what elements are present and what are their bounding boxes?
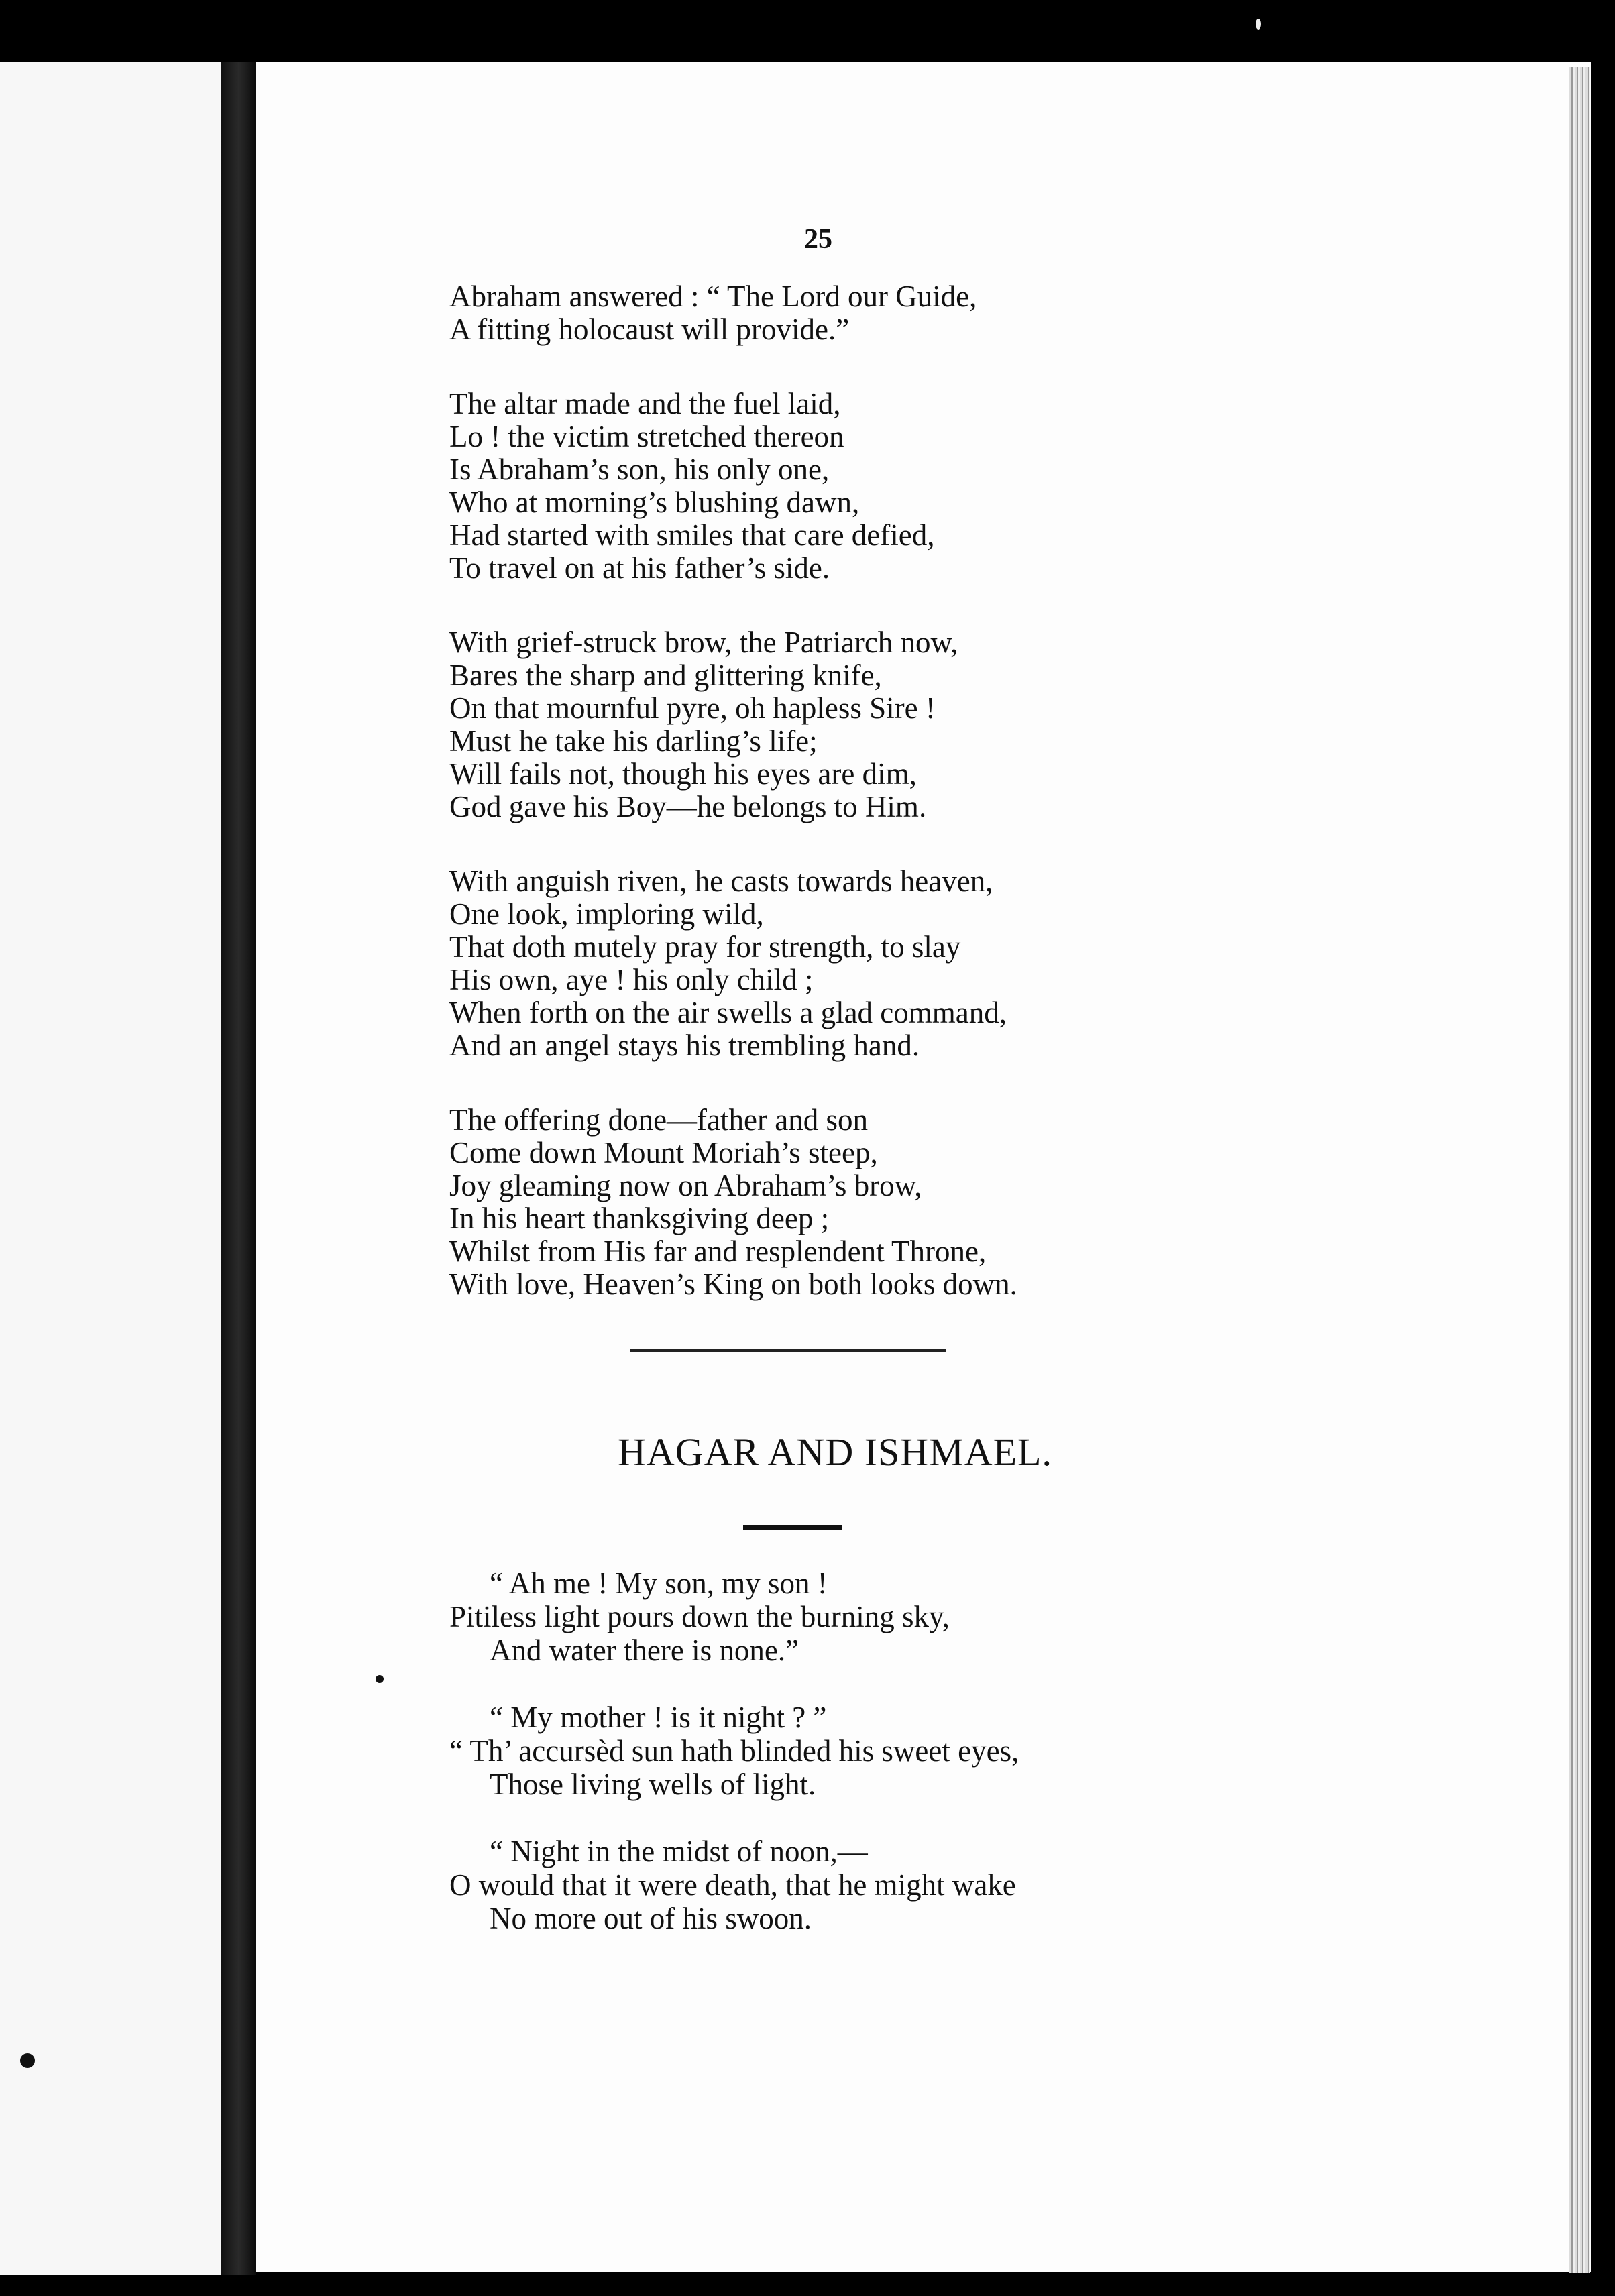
verse-line: And water there is none.”	[490, 1633, 799, 1667]
verse-line: To travel on at his father’s side.	[449, 551, 830, 585]
verse-line: When forth on the air swells a glad command,	[449, 996, 1007, 1029]
title-underline	[743, 1525, 842, 1530]
verse-line: God gave his Boy—he belongs to Him.	[449, 790, 927, 823]
verse-line: “ Night in the midst of noon,—	[490, 1835, 868, 1868]
verse-line: Pitiless light pours down the burning sky,	[449, 1600, 950, 1633]
verse-line: Bares the sharp and glittering knife,	[449, 658, 882, 692]
book-spine-shadow	[221, 62, 256, 2275]
verse-line: Abraham answered : “ The Lord our Guide,	[449, 280, 977, 313]
verse-line: The offering done—father and son	[449, 1103, 868, 1137]
scan-speck	[1256, 19, 1261, 30]
verse-line: O would that it were death, that he might wake	[449, 1868, 1016, 1902]
verse-line: Is Abraham’s son, his only one,	[449, 453, 830, 486]
poem-title: HAGAR AND ISHMAEL.	[618, 1430, 1052, 1474]
verse-line: Whilst from His far and resplendent Throne,	[449, 1235, 987, 1268]
verse-line: With anguish riven, he casts towards heaven,	[449, 864, 993, 898]
verse-line: The altar made and the fuel laid,	[449, 387, 841, 420]
verse-line: His own, aye ! his only child ;	[449, 963, 814, 996]
stanza	[449, 280, 1522, 346]
stanza	[423, 1566, 1563, 1667]
verse-line: And an angel stays his trembling hand.	[449, 1029, 920, 1062]
page-number: 25	[804, 224, 832, 255]
stanza	[449, 1104, 1522, 1301]
stanza	[423, 1835, 1563, 1935]
stanza	[423, 1701, 1563, 1801]
verse-line: No more out of his swoon.	[490, 1902, 812, 1935]
verse-line: Come down Mount Moriah’s steep,	[449, 1136, 878, 1169]
verse-line: Those living wells of light.	[490, 1768, 816, 1801]
facing-page	[0, 62, 221, 2275]
verse-line: “ Ah me ! My son, my son !	[490, 1566, 828, 1600]
page-edge	[1569, 67, 1590, 2273]
verse-line: Joy gleaming now on Abraham’s brow,	[449, 1169, 922, 1202]
verse-line: Who at morning’s blushing dawn,	[449, 485, 860, 519]
verse-line: Had started with smiles that care defied,	[449, 518, 935, 552]
verse-line: With grief-struck brow, the Patriarch now,	[449, 626, 958, 659]
stanza	[449, 865, 1522, 1062]
verse-line: With love, Heaven’s King on both looks down.	[449, 1267, 1017, 1301]
verse-line: A fitting holocaust will provide.”	[449, 312, 850, 346]
poem-abraham	[449, 280, 1522, 1342]
verse-line: Lo ! the victim stretched thereon	[449, 420, 844, 453]
scan-speck	[376, 1675, 384, 1683]
verse-line: Will fails not, though his eyes are dim,	[449, 757, 917, 791]
section-divider	[630, 1349, 946, 1352]
scan-speck	[20, 2053, 35, 2068]
verse-line: In his heart thanksgiving deep ;	[449, 1202, 830, 1235]
verse-line: On that mournful pyre, oh hapless Sire !	[449, 691, 936, 725]
verse-line: One look, imploring wild,	[449, 897, 764, 931]
poem-hagar	[423, 1566, 1563, 1969]
stanza	[449, 626, 1522, 823]
verse-line: That doth mutely pray for strength, to slay	[449, 930, 961, 964]
verse-line: “ Th’ accursèd sun hath blinded his sweet eyes,	[449, 1734, 1019, 1768]
verse-line: “ My mother ! is it night ? ”	[490, 1701, 827, 1734]
stanza	[449, 388, 1522, 585]
verse-line: Must he take his darling’s life;	[449, 724, 818, 758]
